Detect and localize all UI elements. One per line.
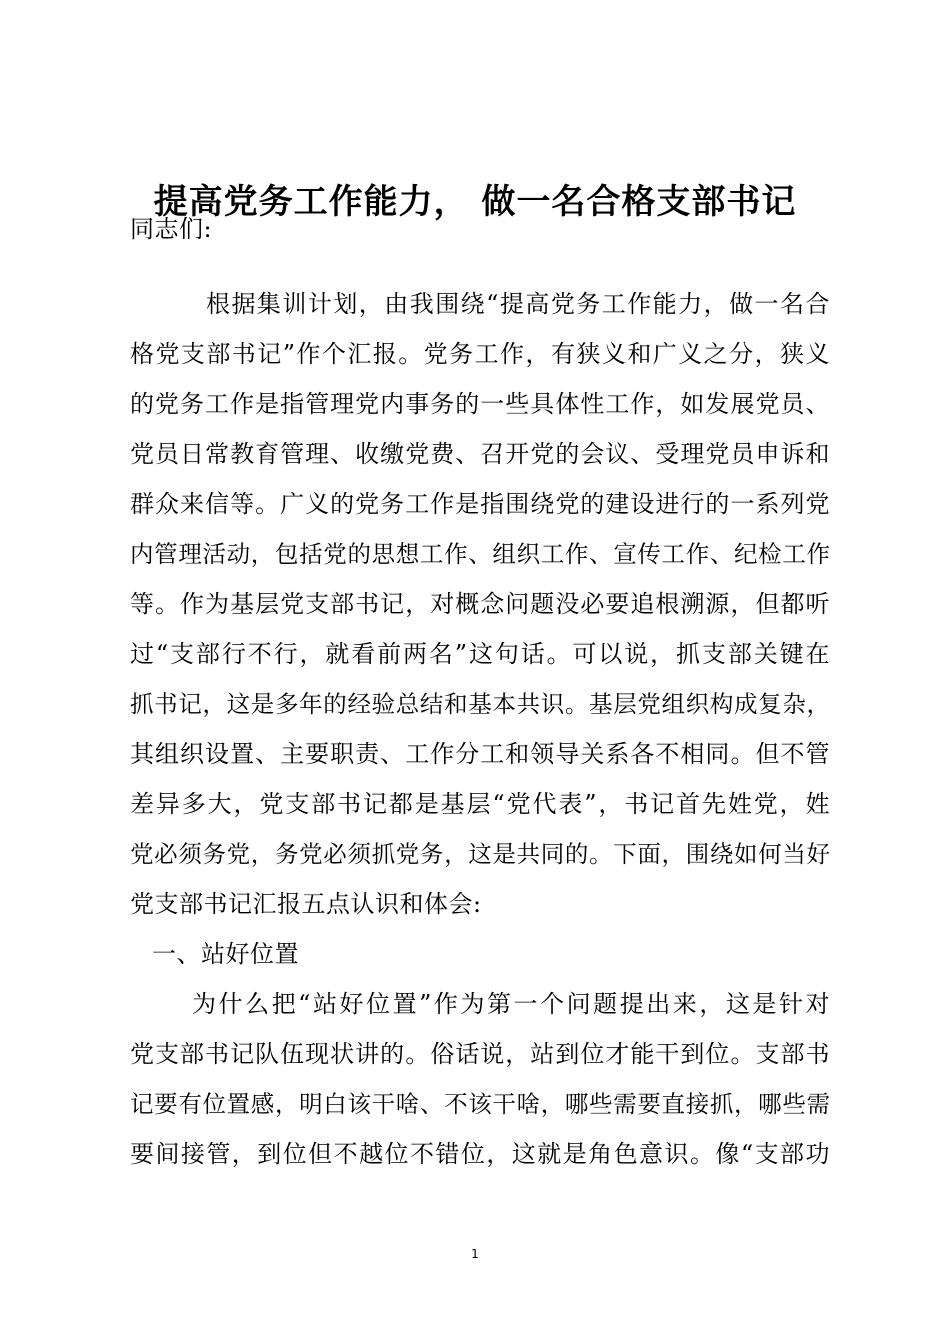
paragraph-line: 党支部书记队伍现状讲的。俗话说，站到位才能干到位。支部书 (130, 1040, 830, 1068)
paragraph-line: 党必须务党，务党必须抓党务，这是共同的。下面，围绕如何当好 (130, 840, 830, 868)
paragraph-line: 党支部书记汇报五点认识和体会: (130, 890, 482, 918)
paragraph-line: 党员日常教育管理、收缴党费、召开党的会议、受理党员申诉和 (130, 440, 830, 468)
paragraph-line: 记要有位置感，明白该干啥、不该干啥，哪些需要直接抓，哪些需 (130, 1090, 830, 1118)
paragraph-line: 群众来信等。广义的党务工作是指围绕党的建设进行的一系列党 (130, 490, 830, 518)
paragraph-line: 的党务工作是指管理党内事务的一些具体性工作，如发展党员、 (130, 390, 830, 418)
paragraph-line: 根据集训计划，由我围绕“提高党务工作能力，做一名合 (206, 290, 830, 318)
paragraph-line: 差异多大，党支部书记都是基层“党代表”，书记首先姓党，姓 (130, 790, 830, 818)
paragraph-line: 等。作为基层党支部书记，对概念问题没必要追根溯源，但都听 (130, 590, 830, 618)
paragraph-line: 内管理活动，包括党的思想工作、组织工作、宣传工作、纪检工作 (130, 540, 830, 568)
document-title: 提高党务工作能力， 做一名合格支部书记 (153, 182, 797, 222)
paragraph-line: 过“支部行不行，就看前两名”这句话。可以说，抓支部关键在 (130, 640, 830, 668)
paragraph-line: 为什么把“站好位置”作为第一个问题提出来，这是针对 (192, 990, 830, 1018)
page-number: 1 (471, 1247, 479, 1261)
paragraph-line: 要间接管，到位但不越位不错位，这就是角色意识。像“支部功 (130, 1140, 830, 1168)
paragraph-line: 抓书记，这是多年的经验总结和基本共识。基层党组织构成复杂， (130, 690, 830, 718)
paragraph-line: 其组织设置、主要职责、工作分工和领导关系各不相同。但不管 (130, 740, 830, 768)
section-heading: 一、站好位置 (152, 940, 299, 968)
salutation: 同志们: (130, 215, 213, 243)
paragraph-line: 格党支部书记”作个汇报。党务工作，有狭义和广义之分，狭义 (130, 340, 830, 368)
